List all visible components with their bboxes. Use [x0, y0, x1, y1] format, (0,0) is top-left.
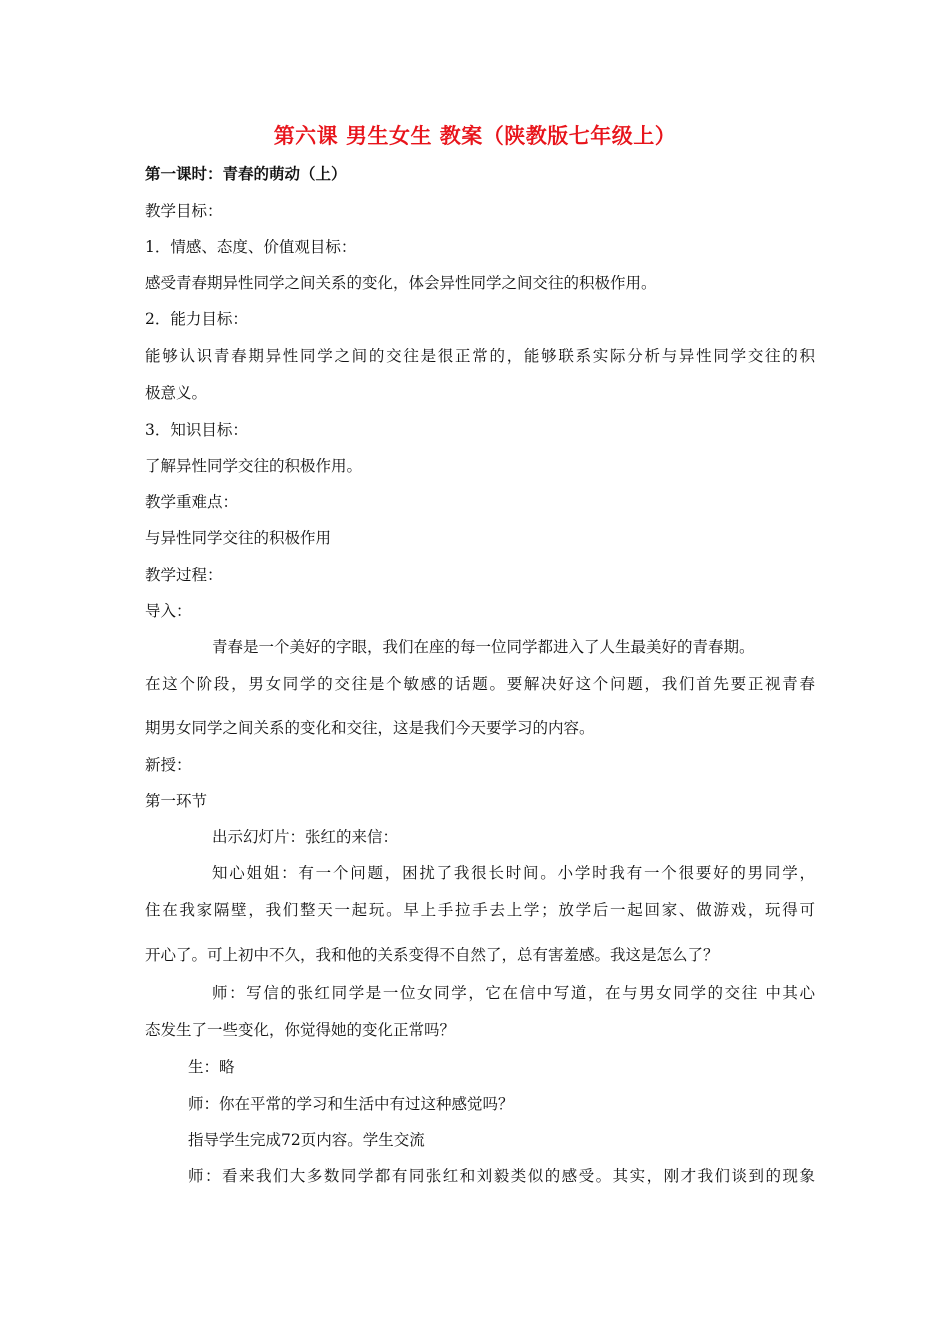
- paragraph-line: 开心了。可上初中不久，我和他的关系变得不自然了，总有害羞感。我这是怎么了？: [145, 946, 719, 964]
- section-heading: 教学重难点：: [145, 493, 239, 511]
- section-heading: 第一环节: [145, 792, 208, 810]
- section-heading: 新授：: [145, 756, 192, 774]
- paragraph-line: 能够认识青春期异性同学之间的交往是很正常的，能够联系实际分析与异性同学交往的积: [145, 347, 815, 365]
- paragraph-line: 出示幻灯片：张红的来信：: [212, 828, 399, 846]
- paragraph-line: 了解异性同学交往的积极作用。: [145, 457, 363, 475]
- paragraph-line: 在这个阶段，男女同学的交往是个敏感的话题。要解决好这个问题，我们首先要正视青春: [145, 675, 815, 693]
- section-heading: 导入：: [145, 602, 192, 620]
- numbered-item: 1．情感、态度、价值观目标：: [145, 238, 357, 256]
- paragraph-line: 指导学生完成72页内容。学生交流: [188, 1131, 425, 1149]
- paragraph-line: 与异性同学交往的积极作用: [145, 529, 332, 547]
- section-heading: 教学目标：: [145, 202, 223, 220]
- paragraph-line: 师：写信的张红同学是一位女同学，它在信中写道，在与男女同学的交往 中其心: [212, 984, 815, 1002]
- lesson-heading: 第一课时：青春的萌动（上）: [145, 164, 347, 183]
- paragraph-line: 知心姐姐：有一个问题，困扰了我很长时间。小学时我有一个很要好的男同学，: [212, 864, 815, 882]
- paragraph-line: 师：你在平常的学习和生活中有过这种感觉吗？: [188, 1095, 514, 1113]
- numbered-item: 2．能力目标：: [145, 310, 248, 328]
- document-title: 第六课 男生女生 教案（陕教版七年级上）: [273, 123, 677, 148]
- section-heading: 教学过程：: [145, 566, 223, 584]
- paragraph-line: 师：看来我们大多数同学都有同张红和刘毅类似的感受。其实，刚才我们谈到的现象: [188, 1167, 815, 1185]
- paragraph-line: 感受青春期异性同学之间关系的变化，体会异性同学之间交往的积极作用。: [145, 274, 657, 292]
- paragraph-line: 青春是一个美好的字眼，我们在座的每一位同学都进入了人生最美好的青春期。: [212, 638, 755, 656]
- paragraph-line: 住在我家隔壁，我们整天一起玩。早上手拉手去上学；放学后一起回家、做游戏，玩得可: [145, 901, 815, 919]
- paragraph-line: 生：略: [188, 1058, 235, 1076]
- paragraph-line: 期男女同学之间关系的变化和交往，这是我们今天要学习的内容。: [145, 719, 595, 737]
- numbered-item: 3．知识目标：: [145, 421, 248, 439]
- paragraph-line: 态发生了一些变化，你觉得她的变化正常吗？: [145, 1021, 456, 1039]
- paragraph-line: 极意义。: [145, 384, 208, 402]
